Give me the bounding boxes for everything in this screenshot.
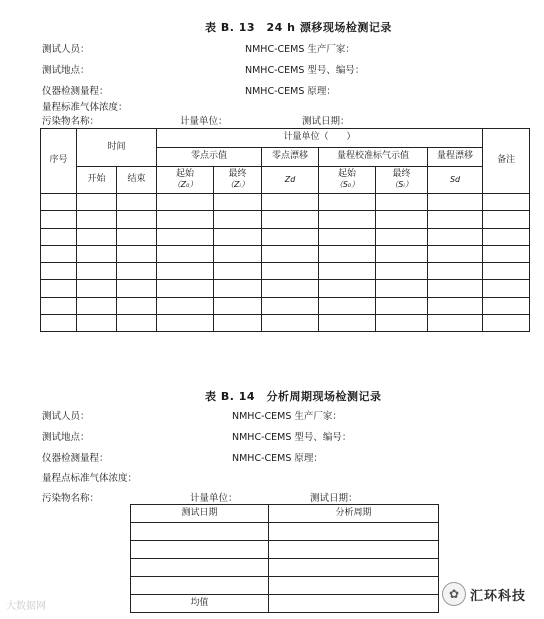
header-seq: 序号 [41,129,77,194]
table-cell [117,228,157,245]
table-cell [117,280,157,297]
table-cell [319,194,376,211]
date-field-2: 测试日期： [310,493,358,504]
table-cell [483,211,530,228]
principle-field: NMHC-CEMS 原理： [245,86,336,97]
table-cell [157,245,214,262]
header-begin-label: 起始 [176,168,195,179]
table-cell [117,194,157,211]
header-final-label: 最终 [228,168,247,179]
table-cell [117,211,157,228]
date-field: 测试日期： [302,116,350,127]
table-row [131,541,439,559]
table-cell [214,280,262,297]
table-b13-title: 表 B. 13 24 h 漂移现场检测记录 [205,21,392,34]
table-cell [428,228,483,245]
pollutant-field: 污染物名称： [42,116,100,127]
location-field: 测试地点： [42,65,90,76]
range-field: 仪器检测量程： [42,86,109,97]
table-cell [269,577,439,595]
header-s0 [319,167,376,194]
watermark-right-text: 汇环科技 [470,588,527,604]
table-cell [77,280,117,297]
table-cell [319,280,376,297]
table-cell [77,297,117,314]
table-cell [214,228,262,245]
table-cell [376,297,428,314]
table-cell [214,315,262,332]
header-time: 时间 [77,129,157,167]
table-cell [41,194,77,211]
table-cell [483,315,530,332]
table-cell [483,228,530,245]
wechat-logo-icon: ✿ [442,582,466,606]
header-s0-symbol: （S₀） [334,180,360,189]
average-value [269,595,439,613]
table-cell [157,211,214,228]
table-cell [77,194,117,211]
header-remark: 备注 [483,129,530,194]
drift-record-table [40,128,530,332]
table-cell [319,245,376,262]
manufacturer-field: NMHC-CEMS 生产厂家： [245,44,355,55]
header-zd: Zd [262,167,319,194]
table-cell [262,245,319,262]
table-cell [41,315,77,332]
table-cell [262,211,319,228]
header-zi-symbol: （Zᵢ） [226,180,249,189]
location-field-2: 测试地点： [42,432,90,443]
table-row [131,523,439,541]
header-test-date: 测试日期 [131,505,269,523]
header-zero-value: 零点示值 [157,148,262,167]
pollutant-field-2: 污染物名称： [42,493,100,504]
table-row [41,297,530,314]
table-cell [319,315,376,332]
table-cell [376,315,428,332]
table-row [41,263,530,280]
watermark-left: 大数据网 [6,601,46,612]
table-cell [117,297,157,314]
header-period: 分析周期 [269,505,439,523]
table-cell [77,228,117,245]
table-row [41,245,530,262]
table-cell [376,211,428,228]
header-sd: Sd [428,167,483,194]
table-row [131,559,439,577]
table-cell [428,263,483,280]
table-cell [157,315,214,332]
table-cell [117,263,157,280]
table-cell [157,297,214,314]
principle-field-2: NMHC-CEMS 原理： [232,453,323,464]
header-zi [214,167,262,194]
table-cell [319,228,376,245]
table-cell [41,245,77,262]
table-cell [131,559,269,577]
table-row [41,315,530,332]
range-field-2: 仪器检测量程： [42,453,109,464]
table-row [41,194,530,211]
table-cell [157,228,214,245]
model-field: NMHC-CEMS 型号、编号： [245,65,365,76]
tester-field-2: 测试人员： [42,411,90,422]
table-cell [41,228,77,245]
table-cell [376,194,428,211]
table-cell [483,263,530,280]
table-cell [214,297,262,314]
header-end: 结束 [117,167,157,194]
table-cell [214,211,262,228]
table-cell [214,263,262,280]
watermark-right [442,582,526,606]
table-cell [428,194,483,211]
table-cell [269,559,439,577]
table-cell [376,228,428,245]
table-cell [262,194,319,211]
table-row [41,211,530,228]
table-cell [41,280,77,297]
table-cell [214,194,262,211]
table-row [131,577,439,595]
table-cell [376,263,428,280]
unit-field: 计量单位： [180,116,228,127]
table-b14-title: 表 B. 14 分析周期现场检测记录 [205,390,382,403]
header-zero-drift: 零点漂移 [262,148,319,167]
table-cell [483,297,530,314]
table-cell [262,228,319,245]
table-cell [131,541,269,559]
table-cell [483,280,530,297]
table-cell [262,315,319,332]
table-cell [428,280,483,297]
header-si [376,167,428,194]
table-cell [131,577,269,595]
table-cell [77,315,117,332]
table-cell [319,297,376,314]
table-cell [77,211,117,228]
table-row [41,228,530,245]
table-row [41,280,530,297]
table-cell [41,263,77,280]
table-cell [262,297,319,314]
tester-field: 测试人员： [42,44,90,55]
table-cell [41,211,77,228]
header-si-symbol: （Sᵢ） [390,180,413,189]
unit-field-2: 计量单位： [190,493,238,504]
table-cell [483,245,530,262]
table-cell [319,211,376,228]
manufacturer-field-2: NMHC-CEMS 生产厂家： [232,411,342,422]
table-cell [428,245,483,262]
table-cell [269,541,439,559]
table-cell [483,194,530,211]
table-cell [117,315,157,332]
table-cell [157,280,214,297]
header-start: 开始 [77,167,117,194]
header-span-value: 量程校准标气示值 [319,148,428,167]
table-cell [157,263,214,280]
table-cell [77,245,117,262]
table-cell [262,263,319,280]
gas-concentration-field: 量程标准气体浓度： [42,102,128,113]
average-label: 均值 [131,595,269,613]
table-cell [428,315,483,332]
header-span-drift: 量程漂移 [428,148,483,167]
model-field-2: NMHC-CEMS 型号、编号： [232,432,352,443]
header-z0 [157,167,214,194]
table-cell [157,194,214,211]
header-final-label-2: 最终 [392,168,411,179]
gas-concentration-field-2: 量程点标准气体浓度： [42,473,138,484]
table-cell [319,263,376,280]
header-unit-group: 计量单位（ ） [157,129,483,148]
header-z0-symbol: （Z₀） [172,180,198,189]
table-cell [376,280,428,297]
table-cell [214,245,262,262]
table-cell [117,245,157,262]
table-cell [269,523,439,541]
table-cell [262,280,319,297]
header-begin-label-2: 起始 [338,168,357,179]
table-cell [41,297,77,314]
table-cell [77,263,117,280]
table-cell [376,245,428,262]
table-cell [428,211,483,228]
table-cell [428,297,483,314]
table-cell [131,523,269,541]
period-record-table [130,504,439,613]
